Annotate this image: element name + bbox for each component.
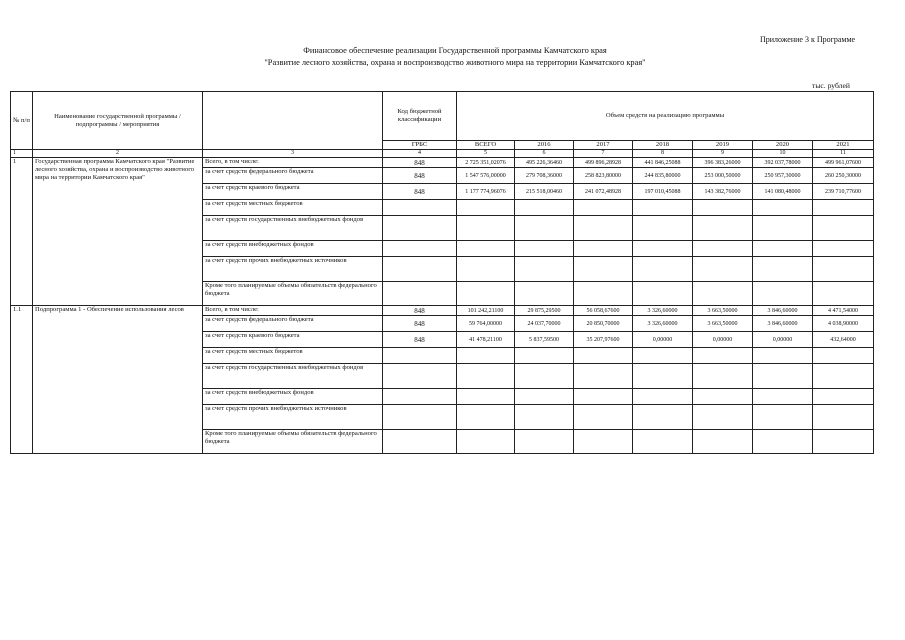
funding-source-label: за счет средств федерального бюджета xyxy=(203,168,383,184)
amount-cell xyxy=(574,241,633,257)
amount-cell xyxy=(515,348,574,364)
col-grbs-header: ГРБС xyxy=(383,141,457,150)
amount-cell: 396 383,26000 xyxy=(693,158,753,168)
col-number: 5 xyxy=(457,150,515,158)
amount-cell: 495 226,36460 xyxy=(515,158,574,168)
amount-cell xyxy=(813,348,874,364)
program-name: Государственная программа Камчатского края "Развитие лесного хозяйства, охрана и воспроизводство животного мира на территории Камчатского края" xyxy=(33,158,203,306)
amount-cell xyxy=(693,405,753,430)
grbs-cell: 848 xyxy=(383,316,457,332)
col-year-header: 2017 xyxy=(574,141,633,150)
amount-cell: 3 846,60000 xyxy=(753,306,813,316)
amount-cell: 250 957,30000 xyxy=(753,168,813,184)
amount-cell xyxy=(693,257,753,282)
amount-cell xyxy=(574,364,633,389)
amount-cell: 441 846,25088 xyxy=(633,158,693,168)
col-number: 6 xyxy=(515,150,574,158)
amount-cell xyxy=(813,430,874,454)
amount-cell xyxy=(633,348,693,364)
amount-cell xyxy=(574,348,633,364)
amount-cell xyxy=(515,389,574,405)
amount-cell xyxy=(574,200,633,216)
amount-cell xyxy=(515,200,574,216)
col-year-header: 2016 xyxy=(515,141,574,150)
amount-cell xyxy=(753,257,813,282)
funding-source-label: за счет средств местных бюджетов xyxy=(203,348,383,364)
col-number: 7 xyxy=(574,150,633,158)
col-number: 9 xyxy=(693,150,753,158)
funding-source-label: за счет средств прочих внебюджетных источников xyxy=(203,405,383,430)
funding-source-label: Кроме того планируемые объемы обязательств федерального бюджета xyxy=(203,430,383,454)
amount-cell xyxy=(693,216,753,241)
header-row xyxy=(11,92,874,141)
amount-cell xyxy=(753,282,813,306)
amount-cell: 244 835,80000 xyxy=(633,168,693,184)
amount-cell: 41 478,21100 xyxy=(457,332,515,348)
amount-cell xyxy=(633,241,693,257)
amount-cell xyxy=(515,282,574,306)
amount-cell xyxy=(693,430,753,454)
amount-cell xyxy=(813,282,874,306)
amount-cell xyxy=(633,405,693,430)
amount-cell xyxy=(457,430,515,454)
amount-cell xyxy=(515,216,574,241)
amount-cell xyxy=(813,364,874,389)
amount-cell: 3 326,60000 xyxy=(633,306,693,316)
amount-cell xyxy=(457,389,515,405)
funding-source-label: Кроме того планируемые объемы обязательств федерального бюджета xyxy=(203,282,383,306)
amount-cell: 392 037,78000 xyxy=(753,158,813,168)
amount-cell xyxy=(753,430,813,454)
amount-cell: 258 823,80000 xyxy=(574,168,633,184)
amount-cell: 4 471,54000 xyxy=(813,306,874,316)
amount-cell: 3 663,50000 xyxy=(693,316,753,332)
document-title-line2: "Развитие лесного хозяйства, охрана и воспроизводство животного мира на территории Камчатского края" xyxy=(264,58,646,67)
amount-cell xyxy=(753,405,813,430)
amount-cell: 0,00000 xyxy=(633,332,693,348)
amount-cell xyxy=(633,389,693,405)
funding-source-label: за счет средств внебюджетных фондов xyxy=(203,389,383,405)
amount-cell: 143 382,76000 xyxy=(693,184,753,200)
amount-cell: 239 710,77600 xyxy=(813,184,874,200)
amount-cell xyxy=(693,364,753,389)
amount-cell xyxy=(574,389,633,405)
grbs-cell xyxy=(383,241,457,257)
amount-cell xyxy=(457,200,515,216)
amount-cell xyxy=(813,241,874,257)
amount-cell: 5 837,59500 xyxy=(515,332,574,348)
amount-cell: 0,00000 xyxy=(753,332,813,348)
program-number: 1 xyxy=(11,158,33,306)
amount-cell xyxy=(457,257,515,282)
amount-cell: 3 663,50000 xyxy=(693,306,753,316)
col-number: 11 xyxy=(813,150,874,158)
amount-cell: 56 058,67600 xyxy=(574,306,633,316)
funding-source-label: за счет средств государственных внебюджетных фондов xyxy=(203,216,383,241)
amount-cell xyxy=(574,216,633,241)
amount-cell xyxy=(813,257,874,282)
amount-cell xyxy=(574,430,633,454)
units-label: тыс. рублей xyxy=(812,81,850,90)
grbs-cell xyxy=(383,257,457,282)
amount-cell: 253 000,50000 xyxy=(693,168,753,184)
amount-cell xyxy=(633,257,693,282)
amount-cell: 2 725 351,02076 xyxy=(457,158,515,168)
amount-cell xyxy=(574,405,633,430)
amount-cell xyxy=(457,405,515,430)
amount-cell xyxy=(515,364,574,389)
amount-cell xyxy=(753,348,813,364)
amount-cell xyxy=(753,241,813,257)
amount-cell xyxy=(753,364,813,389)
amount-cell: 3 846,60000 xyxy=(753,316,813,332)
grbs-cell xyxy=(383,282,457,306)
amount-cell: 59 764,00000 xyxy=(457,316,515,332)
col-number: 4 xyxy=(383,150,457,158)
col-number: 3 xyxy=(203,150,383,158)
grbs-cell xyxy=(383,216,457,241)
amount-cell: 499 961,07600 xyxy=(813,158,874,168)
amount-cell xyxy=(693,389,753,405)
amount-cell: 197 010,45088 xyxy=(633,184,693,200)
grbs-cell xyxy=(383,200,457,216)
funding-source-label: Всего, в том числе: xyxy=(203,306,383,316)
funding-source-label: за счет средств местных бюджетов xyxy=(203,200,383,216)
funding-source-label: Всего, в том числе: xyxy=(203,158,383,168)
col-blank-header xyxy=(203,92,383,150)
amount-cell xyxy=(457,241,515,257)
amount-cell xyxy=(515,430,574,454)
funding-source-label: за счет средств внебюджетных фондов xyxy=(203,241,383,257)
amount-cell xyxy=(813,389,874,405)
column-number-row xyxy=(11,150,874,158)
grbs-cell xyxy=(383,364,457,389)
amount-cell: 101 242,21100 xyxy=(457,306,515,316)
grbs-cell xyxy=(383,389,457,405)
amount-cell: 0,00000 xyxy=(693,332,753,348)
col-total-header: ВСЕГО xyxy=(457,141,515,150)
col-number: 2 xyxy=(33,150,203,158)
amount-cell: 1 177 774,96076 xyxy=(457,184,515,200)
amount-cell: 29 875,29500 xyxy=(515,306,574,316)
amount-cell xyxy=(515,257,574,282)
amount-cell xyxy=(753,200,813,216)
subprogram-number: 1.1 xyxy=(11,306,33,454)
document-title-line1: Финансовое обеспечение реализации Государственной программы Камчатского края xyxy=(303,46,607,55)
amount-cell: 4 038,90000 xyxy=(813,316,874,332)
col-code-header: Код бюджетной классификации xyxy=(383,92,457,141)
table-row xyxy=(11,306,874,316)
amount-cell xyxy=(813,405,874,430)
col-number: 1 xyxy=(11,150,33,158)
amount-cell xyxy=(457,364,515,389)
amount-cell: 141 080,48000 xyxy=(753,184,813,200)
amount-cell xyxy=(753,389,813,405)
col-number: 8 xyxy=(633,150,693,158)
col-volume-header: Объем средств на реализацию программы xyxy=(457,92,874,141)
amount-cell xyxy=(693,282,753,306)
appendix-note: Приложение 3 к Программе xyxy=(760,35,856,44)
grbs-cell xyxy=(383,405,457,430)
amount-cell xyxy=(574,282,633,306)
funding-source-label: за счет средств прочих внебюджетных источников xyxy=(203,257,383,282)
grbs-cell: 848 xyxy=(383,184,457,200)
amount-cell xyxy=(753,216,813,241)
amount-cell xyxy=(633,430,693,454)
col-number: 10 xyxy=(753,150,813,158)
amount-cell xyxy=(633,216,693,241)
amount-cell xyxy=(574,257,633,282)
amount-cell xyxy=(813,200,874,216)
amount-cell xyxy=(693,200,753,216)
col-year-header: 2021 xyxy=(813,141,874,150)
col-year-header: 2019 xyxy=(693,141,753,150)
amount-cell: 279 708,36000 xyxy=(515,168,574,184)
amount-cell: 432,64000 xyxy=(813,332,874,348)
grbs-cell: 848 xyxy=(383,168,457,184)
amount-cell xyxy=(633,282,693,306)
amount-cell: 1 547 576,00000 xyxy=(457,168,515,184)
amount-cell: 24 037,70000 xyxy=(515,316,574,332)
amount-cell: 35 207,97600 xyxy=(574,332,633,348)
grbs-cell: 848 xyxy=(383,332,457,348)
grbs-cell: 848 xyxy=(383,306,457,316)
funding-source-label: за счет средств федерального бюджета xyxy=(203,316,383,332)
grbs-cell: 848 xyxy=(383,158,457,168)
amount-cell xyxy=(515,405,574,430)
col-name-header: Наименование государственной программы / подпрограммы / мероприятия xyxy=(33,92,203,150)
amount-cell: 260 250,30000 xyxy=(813,168,874,184)
amount-cell xyxy=(457,282,515,306)
col-year-header: 2018 xyxy=(633,141,693,150)
amount-cell xyxy=(693,348,753,364)
amount-cell xyxy=(693,241,753,257)
financing-table xyxy=(10,91,874,454)
amount-cell xyxy=(457,348,515,364)
col-no-header: № п/п xyxy=(11,92,33,150)
amount-cell: 499 896,28928 xyxy=(574,158,633,168)
amount-cell: 241 072,48928 xyxy=(574,184,633,200)
amount-cell xyxy=(633,364,693,389)
table-row xyxy=(11,158,874,168)
amount-cell: 215 518,00460 xyxy=(515,184,574,200)
amount-cell xyxy=(813,216,874,241)
amount-cell xyxy=(633,200,693,216)
funding-source-label: за счет средств краевого бюджета xyxy=(203,332,383,348)
subprogram-name: Подпрограмма 1 - Обеспечение использования лесов xyxy=(33,306,203,454)
grbs-cell xyxy=(383,348,457,364)
amount-cell xyxy=(457,216,515,241)
amount-cell: 20 850,70000 xyxy=(574,316,633,332)
funding-source-label: за счет средств краевого бюджета xyxy=(203,184,383,200)
amount-cell: 3 326,60000 xyxy=(633,316,693,332)
amount-cell xyxy=(515,241,574,257)
grbs-cell xyxy=(383,430,457,454)
col-year-header: 2020 xyxy=(753,141,813,150)
funding-source-label: за счет средств государственных внебюджетных фондов xyxy=(203,364,383,389)
